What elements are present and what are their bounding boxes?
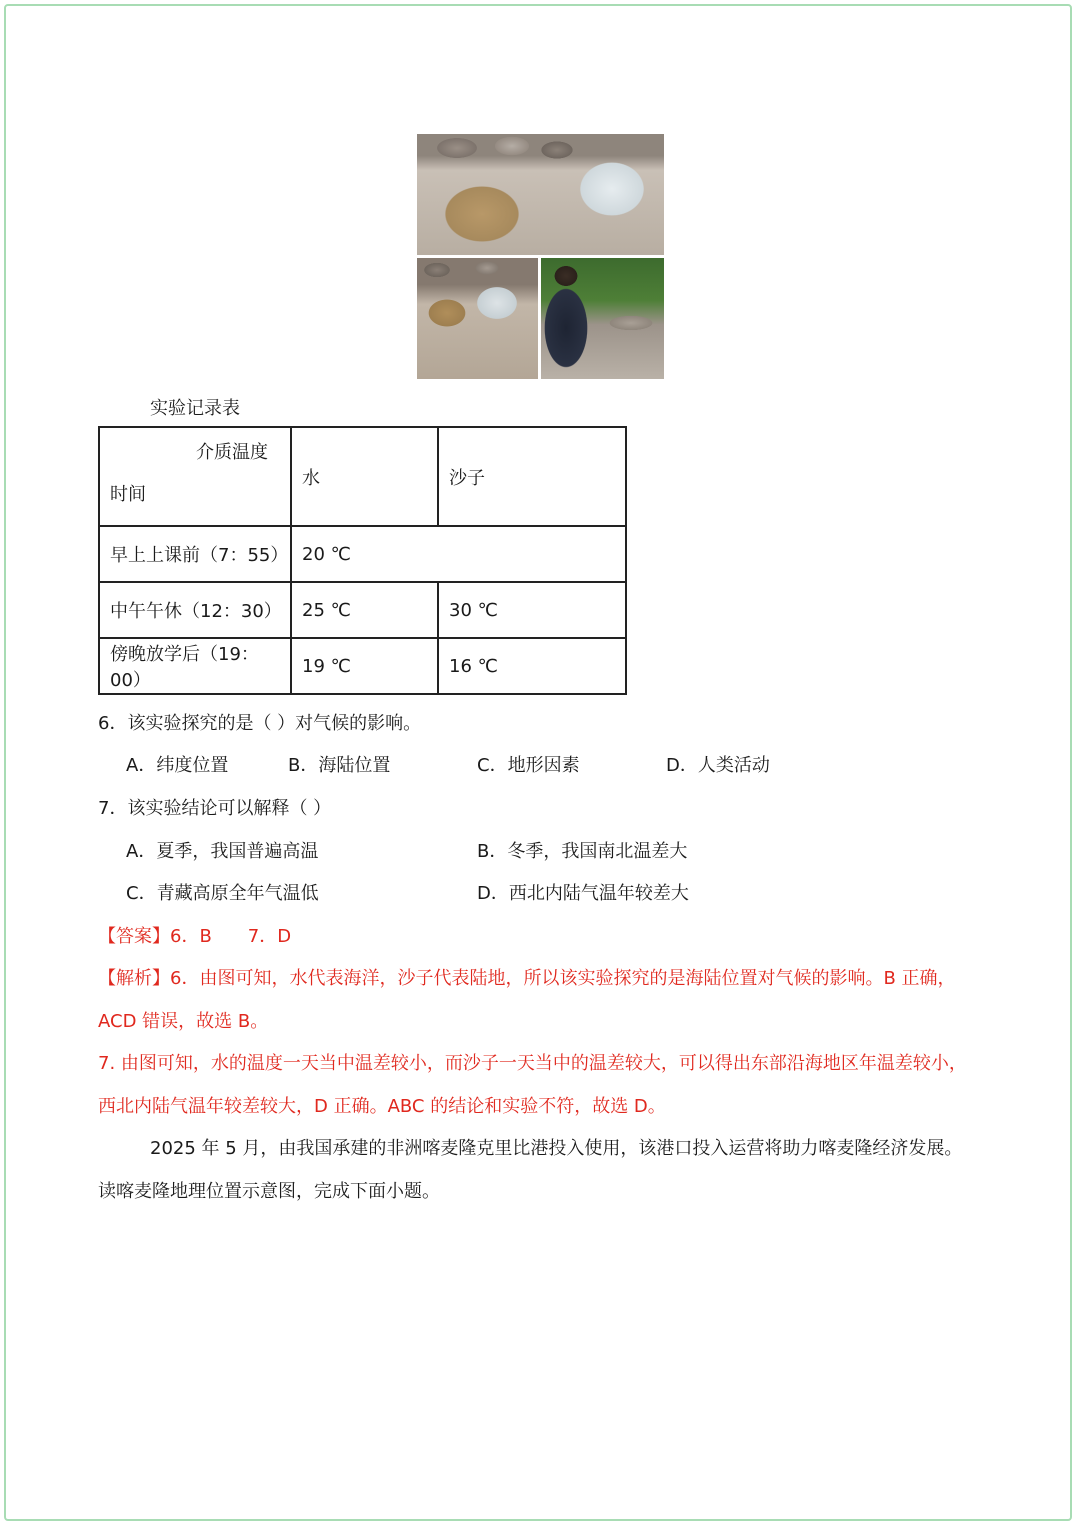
photo-cups-closeup [417, 258, 538, 379]
row-time: 早上上课前（7：55） [99, 526, 291, 582]
q6-option-a: A．纬度位置 [126, 755, 229, 776]
table-row [99, 526, 626, 582]
table-row [99, 582, 626, 638]
q6-option-c: C．地形因素 [477, 755, 580, 776]
row-time: 中午午休（12：30） [99, 582, 291, 638]
header-medium-temp: 介质温度 [196, 442, 268, 463]
row-sand-temp: 30 ℃ [438, 582, 626, 638]
question-6-stem: 6．该实验探究的是（ ）对气候的影响。 [98, 713, 422, 734]
q6-option-d: D．人类活动 [666, 755, 770, 776]
experiment-record-table [98, 426, 627, 695]
q6-option-b: B．海陆位置 [288, 755, 391, 776]
row-water-temp: 25 ℃ [291, 582, 438, 638]
row-sand-temp: 16 ℃ [438, 638, 626, 694]
table-header-row [99, 427, 626, 526]
q7-option-b: B．冬季，我国南北温差大 [477, 841, 688, 862]
answer-line: 【答案】6．B 7．D [98, 926, 292, 947]
row-time: 傍晚放学后（19：00） [99, 638, 291, 694]
header-sand: 沙子 [438, 427, 626, 526]
header-diagonal-cell [99, 427, 291, 526]
header-water: 水 [291, 427, 438, 526]
analysis-line-3: 7. 由图可知，水的温度一天当中温差较小，而沙子一天当中的温差较大，可以得出东部沿海地区年温差较小， [98, 1053, 967, 1074]
photo-cups-sand-water [417, 134, 664, 255]
header-time: 时间 [110, 484, 146, 505]
analysis-line-4: 西北内陆气温年较差较大，D 正确。ABC 的结论和实验不符，故选 D。 [98, 1096, 666, 1117]
intro-paragraph-line-1: 2025 年 5 月，由我国承建的非洲喀麦隆克里比港投入使用，该港口投入运营将助力喀麦隆经济发展。 [150, 1138, 963, 1159]
analysis-line-2: ACD 错误，故选 B。 [98, 1011, 269, 1032]
question-7-stem: 7．该实验结论可以解释（ ） [98, 798, 332, 819]
row-merged-temp: 20 ℃ [291, 526, 626, 582]
experiment-photos [417, 134, 664, 379]
q7-option-d: D．西北内陆气温年较差大 [477, 883, 689, 904]
table-row [99, 638, 626, 694]
row-water-temp: 19 ℃ [291, 638, 438, 694]
table-caption: 实验记录表 [150, 398, 240, 419]
intro-paragraph-line-2: 读喀麦隆地理位置示意图，完成下面小题。 [98, 1181, 440, 1202]
photo-student-measuring [541, 258, 664, 379]
q7-option-c: C．青藏高原全年气温低 [126, 883, 319, 904]
q7-option-a: A．夏季，我国普遍高温 [126, 841, 319, 862]
analysis-line-1: 【解析】6．由图可知，水代表海洋，沙子代表陆地，所以该实验探究的是海陆位置对气候的影响。B 正确， [98, 968, 956, 989]
